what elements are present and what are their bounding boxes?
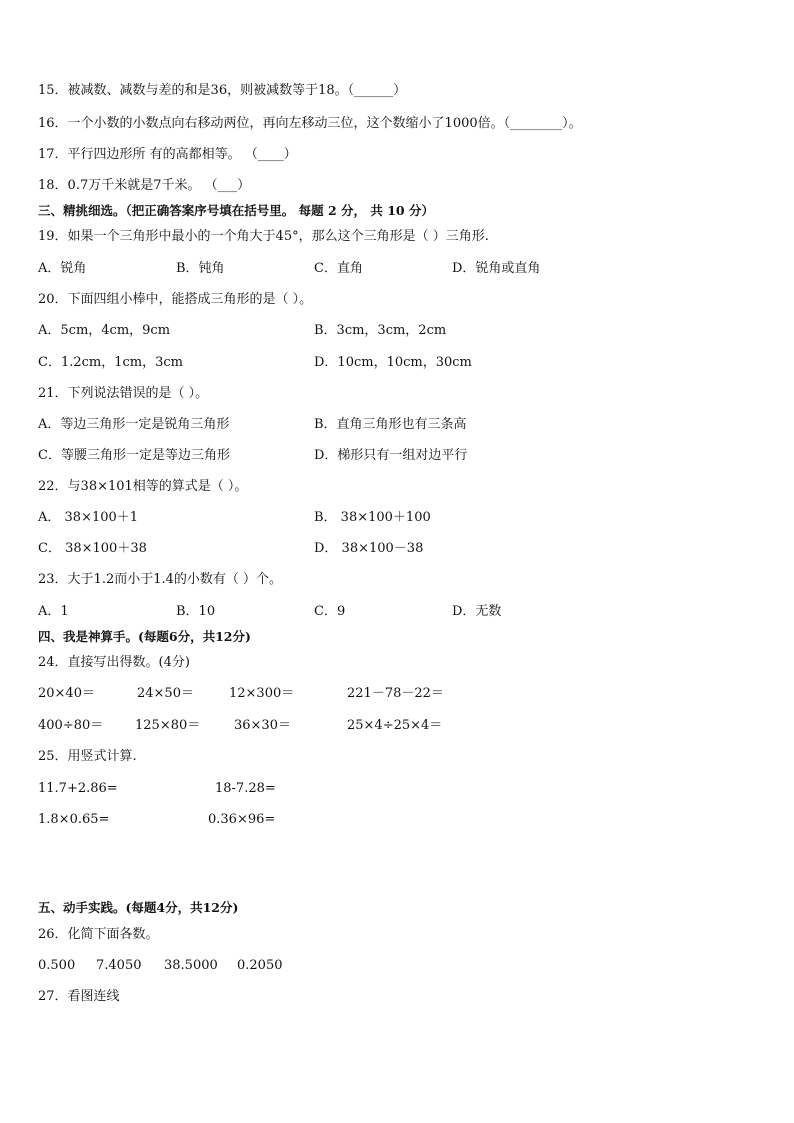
q21-option-d: D．梯形只有一组对边平行 — [314, 448, 468, 463]
q23-option-c: C．9 — [314, 604, 346, 619]
q19-option-d: D．锐角或直角 — [452, 261, 541, 276]
q20-option-d: D．10cm，10cm，30cm — [314, 355, 472, 370]
q24-item: 25×4÷25×4＝ — [347, 718, 443, 733]
question-27: 27．看图连线 — [38, 989, 120, 1004]
q25-item: 1.8×0.65= — [38, 812, 110, 827]
q24-item: 24×50＝ — [137, 686, 194, 701]
q26-item: 0.500 — [38, 958, 76, 973]
question-19-stem: 19．如果一个三角形中最小的一个角大于45°，那么这个三角形是（ ）三角形. — [38, 229, 489, 244]
q23-option-a: A．1 — [38, 604, 69, 619]
q24-item: 400÷80＝ — [38, 718, 104, 733]
q24-item: 221－78－22＝ — [347, 686, 444, 701]
q25-item: 18-7.28= — [215, 781, 276, 796]
q20-option-c: C．1.2cm，1cm，3cm — [38, 355, 183, 370]
q24-item: 12×300＝ — [229, 686, 295, 701]
q19-option-c: C．直角 — [314, 261, 363, 276]
q24-item: 125×80＝ — [135, 718, 201, 733]
q21-option-b: B．直角三角形也有三条高 — [314, 417, 467, 432]
question-25-stem: 25．用竖式计算. — [38, 749, 137, 764]
question-23-stem: 23．大于1.2而小于1.4的小数有（ ）个。 — [38, 572, 283, 587]
q26-item: 0.2050 — [237, 958, 283, 973]
q26-item: 7.4050 — [96, 958, 142, 973]
question-15: 15．被减数、减数与差的和是36，则被减数等于18。（______） — [38, 83, 407, 98]
q23-option-b: B．10 — [176, 604, 216, 619]
q25-item: 0.36×96= — [208, 812, 276, 827]
q20-option-b: B．3cm，3cm，2cm — [314, 323, 447, 338]
question-26-stem: 26．化简下面各数。 — [38, 927, 159, 942]
q22-option-c: C． 38×100＋38 — [38, 541, 147, 556]
q22-option-a: A． 38×100＋1 — [38, 510, 139, 525]
question-21-stem: 21．下列说法错误的是（ ）。 — [38, 386, 209, 401]
q24-item: 20×40＝ — [38, 686, 95, 701]
question-22-stem: 22．与38×101相等的算式是（ ）。 — [38, 479, 248, 494]
question-20-stem: 20．下面四组小棒中，能搭成三角形的是（ ）。 — [38, 292, 313, 307]
question-24-stem: 24．直接写出得数。(4分) — [38, 655, 190, 670]
q19-option-b: B．钝角 — [176, 261, 225, 276]
q19-option-a: A．锐角 — [38, 261, 87, 276]
section-4-heading: 四、我是神算手。(每题6分，共12分) — [38, 629, 251, 644]
q25-item: 11.7+2.86= — [38, 781, 118, 796]
q23-option-d: D．无数 — [452, 604, 502, 619]
q21-option-a: A．等边三角形一定是锐角三角形 — [38, 417, 230, 432]
section-3-heading: 三、精挑细选。（把正确答案序号填在括号里。 每题 2 分， 共 10 分） — [38, 203, 434, 218]
q24-item: 36×30＝ — [234, 718, 291, 733]
question-18: 18．0.7万千米就是7千米。 （___） — [38, 178, 251, 193]
q21-option-c: C．等腰三角形一定是等边三角形 — [38, 448, 230, 463]
question-17: 17．平行四边形所 有的高都相等。 （____） — [38, 147, 297, 162]
q22-option-d: D． 38×100－38 — [314, 541, 424, 556]
q20-option-a: A．5cm，4cm，9cm — [38, 323, 171, 338]
section-5-heading: 五、动手实践。(每题4分，共12分) — [38, 900, 239, 915]
question-16: 16．一个小数的小数点向右移动两位，再向左移动三位，这个数缩小了1000倍。（________）。 — [38, 116, 582, 131]
q26-item: 38.5000 — [164, 958, 218, 973]
q22-option-b: B． 38×100＋100 — [314, 510, 431, 525]
